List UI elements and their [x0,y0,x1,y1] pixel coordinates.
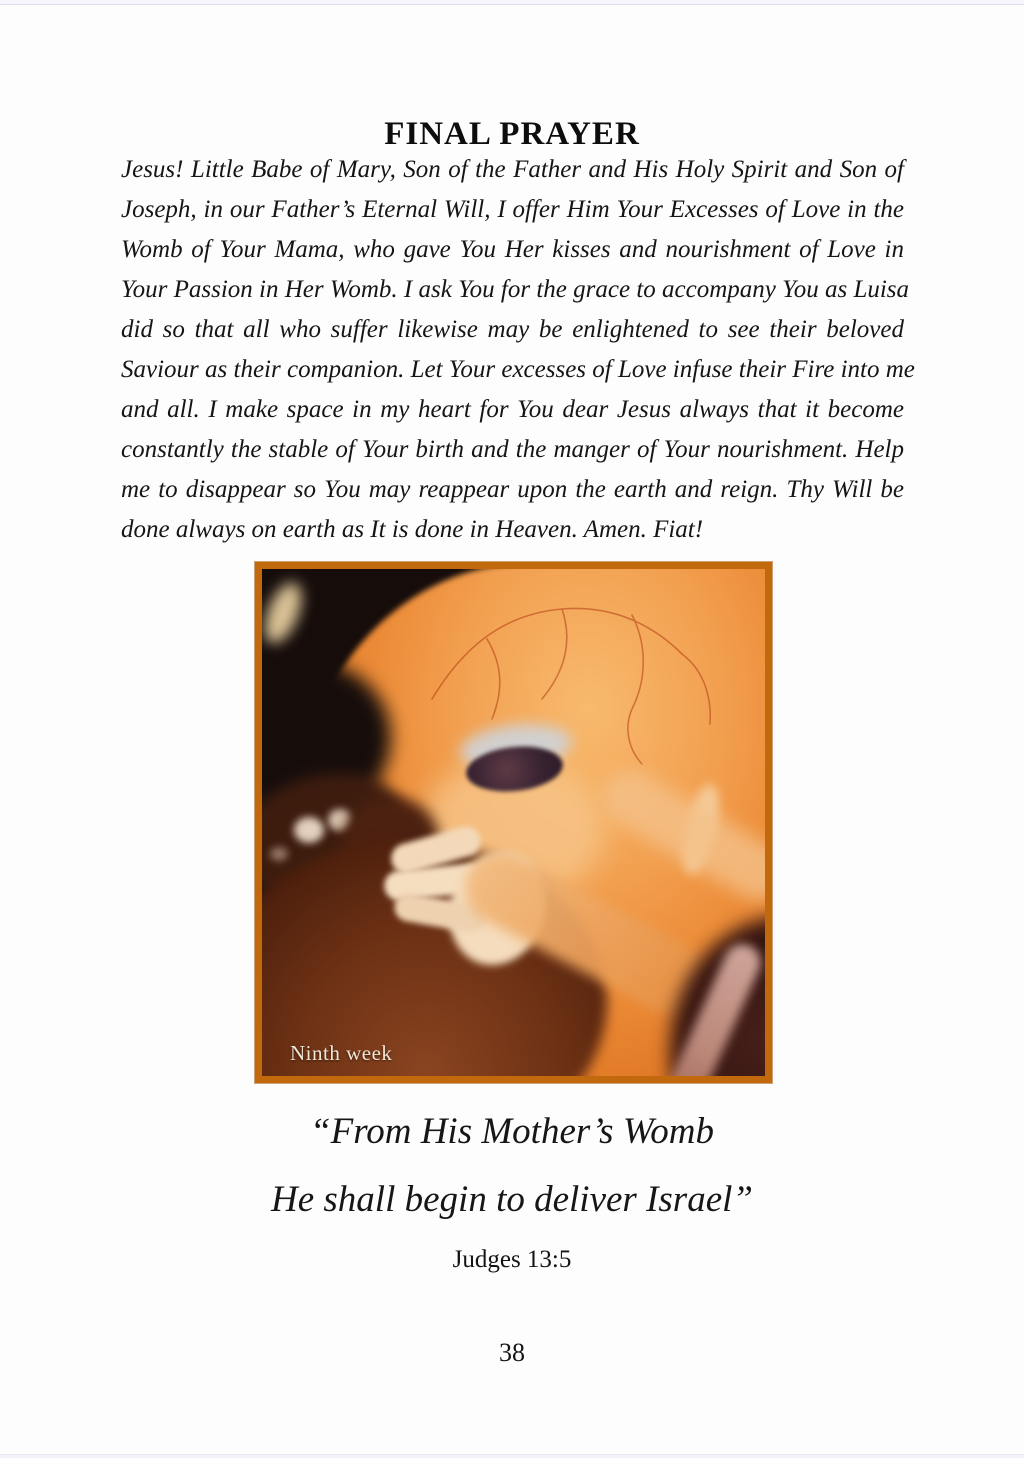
prayer-line: Saviour as their companion. Let Your excesses of Love infuse their Fire into me [121,356,915,383]
scan-edge-bottom [0,1454,1024,1458]
prayer-paragraph [121,150,915,550]
scan-edge-top [0,0,1024,5]
limb-highlight [294,817,324,843]
page-title: FINAL PRAYER [384,116,640,153]
prayer-line: did so that all who suffer likewise may be enlightened to see their beloved [121,316,904,343]
prayer-line: done always on earth as It is done in Heaven. Amen. Fiat! [121,516,704,543]
scripture-quote-line-2: He shall begin to deliver Israel” [271,1179,753,1220]
prayer-line: and all. I make space in my heart for You dear Jesus always that it become [121,396,904,423]
page-number: 38 [499,1338,525,1367]
limb-highlight [270,847,288,861]
prayer-line: me to disappear so You may reappear upon the earth and reign. Thy Will be [121,476,904,503]
fetus-vein-lines [392,569,762,799]
fetus-photo [255,562,772,1083]
prayer-line: Your Passion in Her Womb. I ask You for the grace to accompany You as Luisa [121,276,910,303]
prayer-line: constantly the stable of Your birth and the manger of Your nourishment. Help [121,436,904,463]
scripture-reference: Judges 13:5 [452,1246,572,1273]
fetus-head-highlight [257,578,309,649]
prayer-line: Joseph, in our Father’s Eternal Will, I offer Him Your Excesses of Love in the [121,196,904,223]
prayer-line: Jesus! Little Babe of Mary, Son of the Father and His Holy Spirit and Son of [121,156,904,183]
scripture-quote-line-1: “From His Mother’s Womb [310,1111,714,1152]
figure-caption: Ninth week [290,1041,393,1065]
prayer-line: Womb of Your Mama, who gave You Her kisses and nourishment of Love in [121,236,904,263]
